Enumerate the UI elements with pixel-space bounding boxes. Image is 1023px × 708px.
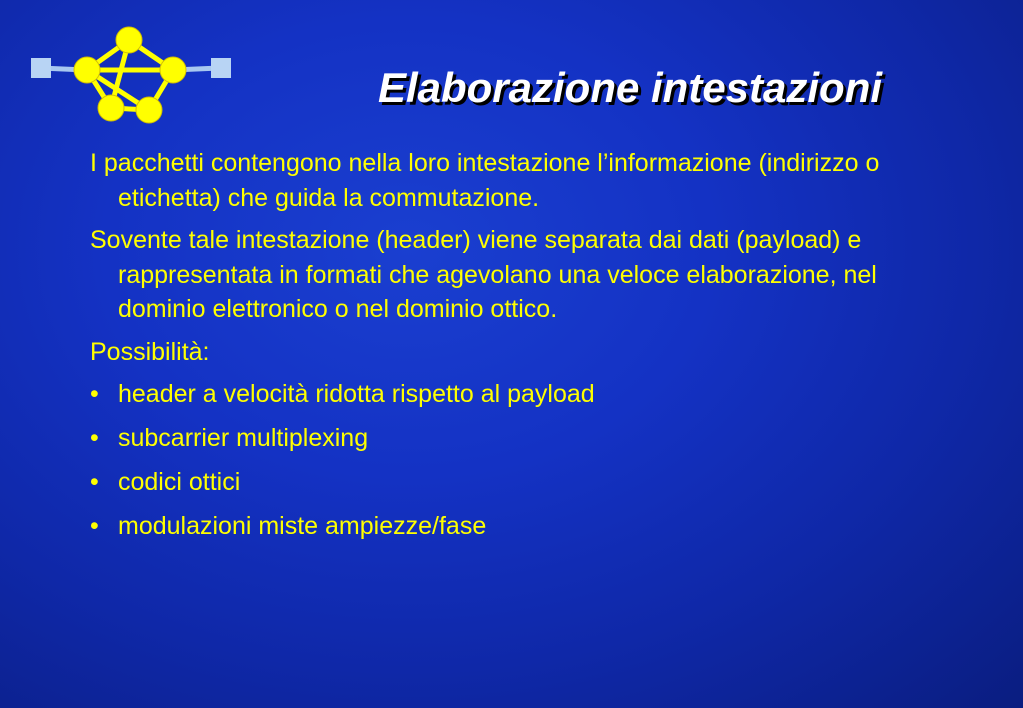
bullet-icon: • xyxy=(90,424,99,452)
logo-node xyxy=(116,27,142,53)
bullet-item xyxy=(90,509,930,544)
bullet-item xyxy=(90,465,930,500)
slide-title: Elaborazione intestazioni xyxy=(377,64,883,111)
network-graph-icon xyxy=(28,24,234,124)
bullet-text: codici ottici xyxy=(118,468,241,496)
logo-node xyxy=(136,97,162,123)
bullet-list xyxy=(90,377,930,544)
paragraph: I pacchetti contengono nella loro intestazione l’informazione (indirizzo o etichetta) che guida la commutazione. xyxy=(90,149,880,212)
logo-node xyxy=(98,95,124,121)
bullet-text: modulazioni miste ampiezze/fase xyxy=(118,512,487,540)
bullet-icon: • xyxy=(90,512,99,540)
bullet-item xyxy=(90,421,930,456)
right-terminal xyxy=(211,58,231,78)
bullet-icon: • xyxy=(90,380,99,408)
logo-node xyxy=(74,57,100,83)
paragraph: Sovente tale intestazione (header) viene separata dai dati (payload) e rappresentata in formati che agevolano una veloce elaborazione, nel dominio elettronico o nel dominio ottico. xyxy=(90,226,877,323)
left-terminal xyxy=(31,58,51,78)
bullet-text: subcarrier multiplexing xyxy=(118,424,369,452)
logo-node xyxy=(160,57,186,83)
bullet-icon: • xyxy=(90,468,99,496)
bullet-text: header a velocità ridotta rispetto al payload xyxy=(118,380,595,408)
paragraph: Possibilità: xyxy=(90,337,210,366)
slide-body xyxy=(90,146,930,553)
bullet-item xyxy=(90,377,930,412)
